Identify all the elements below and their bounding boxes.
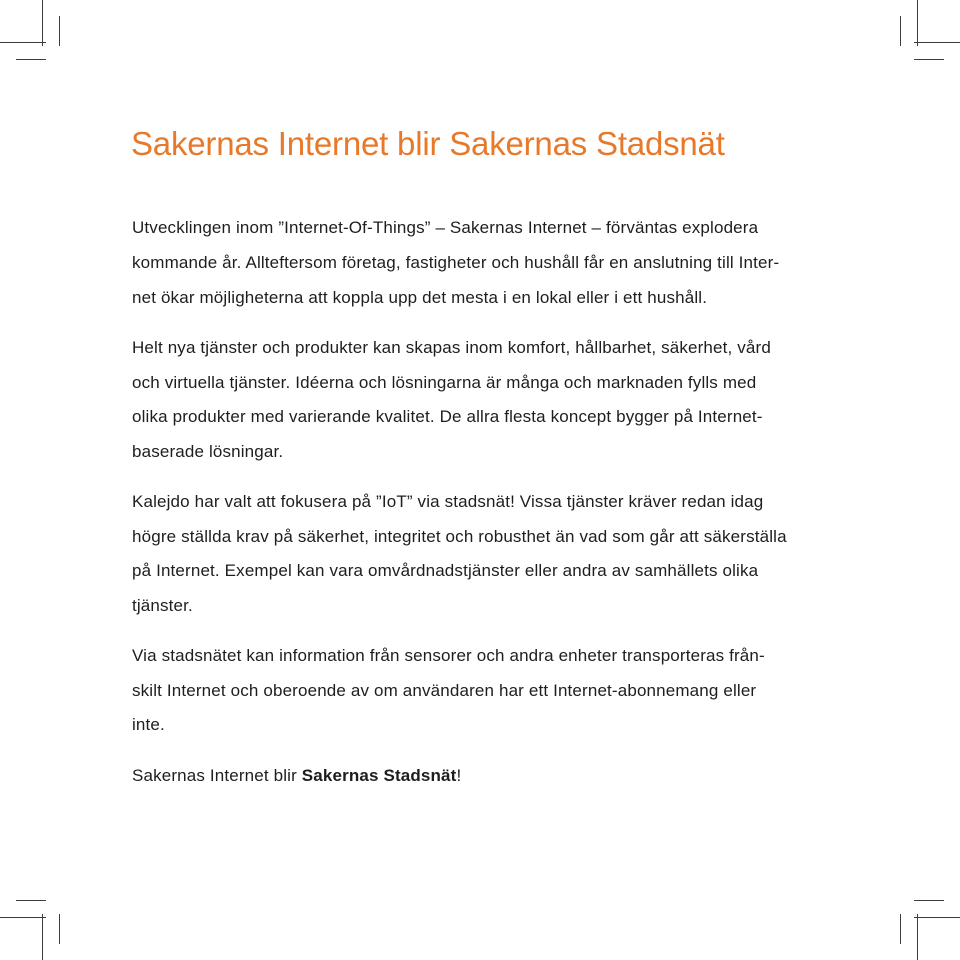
paragraph-line: net ökar möjligheterna att koppla upp det mesta i en lokal eller i ett hushåll. [132, 288, 708, 307]
crop-mark-bottom-left-vertical-outer [42, 914, 43, 960]
paragraph-line: Via stadsnätet kan information från sensorer och andra enheter transporteras från- [132, 646, 765, 665]
closing-statement [132, 759, 822, 794]
paragraph-line: Kalejdo har valt att fokusera på ”IoT” via stadsnät! Vissa tjänster kräver redan idag [132, 492, 764, 511]
paragraph-city-network [132, 639, 822, 743]
crop-mark-bottom-left-horizontal [16, 900, 46, 901]
crop-mark-top-left-vertical-outer [42, 0, 43, 46]
crop-mark-top-left-horizontal [0, 42, 46, 43]
crop-mark-top-left-vertical-inner [59, 16, 60, 46]
crop-mark-bottom-left-vertical-inner [59, 914, 60, 944]
paragraph-line: inte. [132, 715, 165, 734]
paragraph-line: Utvecklingen inom ”Internet-Of-Things” – Sakernas Internet – förväntas explodera [132, 218, 759, 237]
paragraph-line: på Internet. Exempel kan vara omvårdnadstjänster eller andra av samhällets olika [132, 561, 759, 580]
closing-bold: Sakernas Stadsnät [301, 765, 457, 785]
page-heading: Sakernas Internet blir Sakernas Stadsnät [131, 125, 725, 162]
paragraph-line: skilt Internet och oberoende av om användaren har ett Internet-abonnemang eller [132, 680, 757, 700]
paragraph-line: Helt nya tjänster och produkter kan skapas inom komfort, hållbarhet, säkerhet, vård [132, 338, 771, 357]
body-text [132, 210, 822, 793]
crop-mark-top-right-horizontal [914, 42, 960, 43]
crop-mark-top-right-horizontal-inner [914, 59, 944, 60]
paragraph-line: olika produkter med varierande kvalitet. De allra flesta koncept bygger på Internet- [132, 407, 763, 426]
crop-mark-bottom-right-horizontal [914, 900, 944, 901]
closing-line [132, 759, 822, 794]
crop-mark-top-right-vertical-inner [900, 16, 901, 46]
paragraph-line: kommande år. Allteftersom företag, fastigheter och hushåll får en anslutning till Inter- [132, 253, 780, 272]
crop-mark-bottom-right-vertical-inner [900, 914, 901, 944]
paragraph-line: baserade lösningar. [132, 441, 284, 461]
crop-mark-top-right-vertical-outer [917, 0, 918, 46]
paragraph-line: tjänster. [132, 595, 193, 615]
paragraph-line: högre ställda krav på säkerhet, integritet och robusthet än vad som går att säkerställa [132, 526, 787, 546]
paragraph-line: och virtuella tjänster. Idéerna och lösningarna är många och marknaden fylls med [132, 372, 757, 392]
paragraph-iot-intro [132, 210, 822, 315]
paragraph-kalejdo-focus [132, 485, 822, 623]
crop-mark-bottom-left-horizontal-outer [0, 917, 46, 918]
closing-prefix: Sakernas Internet blir [132, 765, 302, 785]
closing-suffix: ! [456, 765, 462, 785]
crop-mark-bottom-right-horizontal-outer [914, 917, 960, 918]
crop-mark-top-left-horizontal-inner [16, 59, 46, 60]
crop-mark-bottom-right-vertical-outer [917, 914, 918, 960]
paragraph-new-services [132, 331, 822, 469]
